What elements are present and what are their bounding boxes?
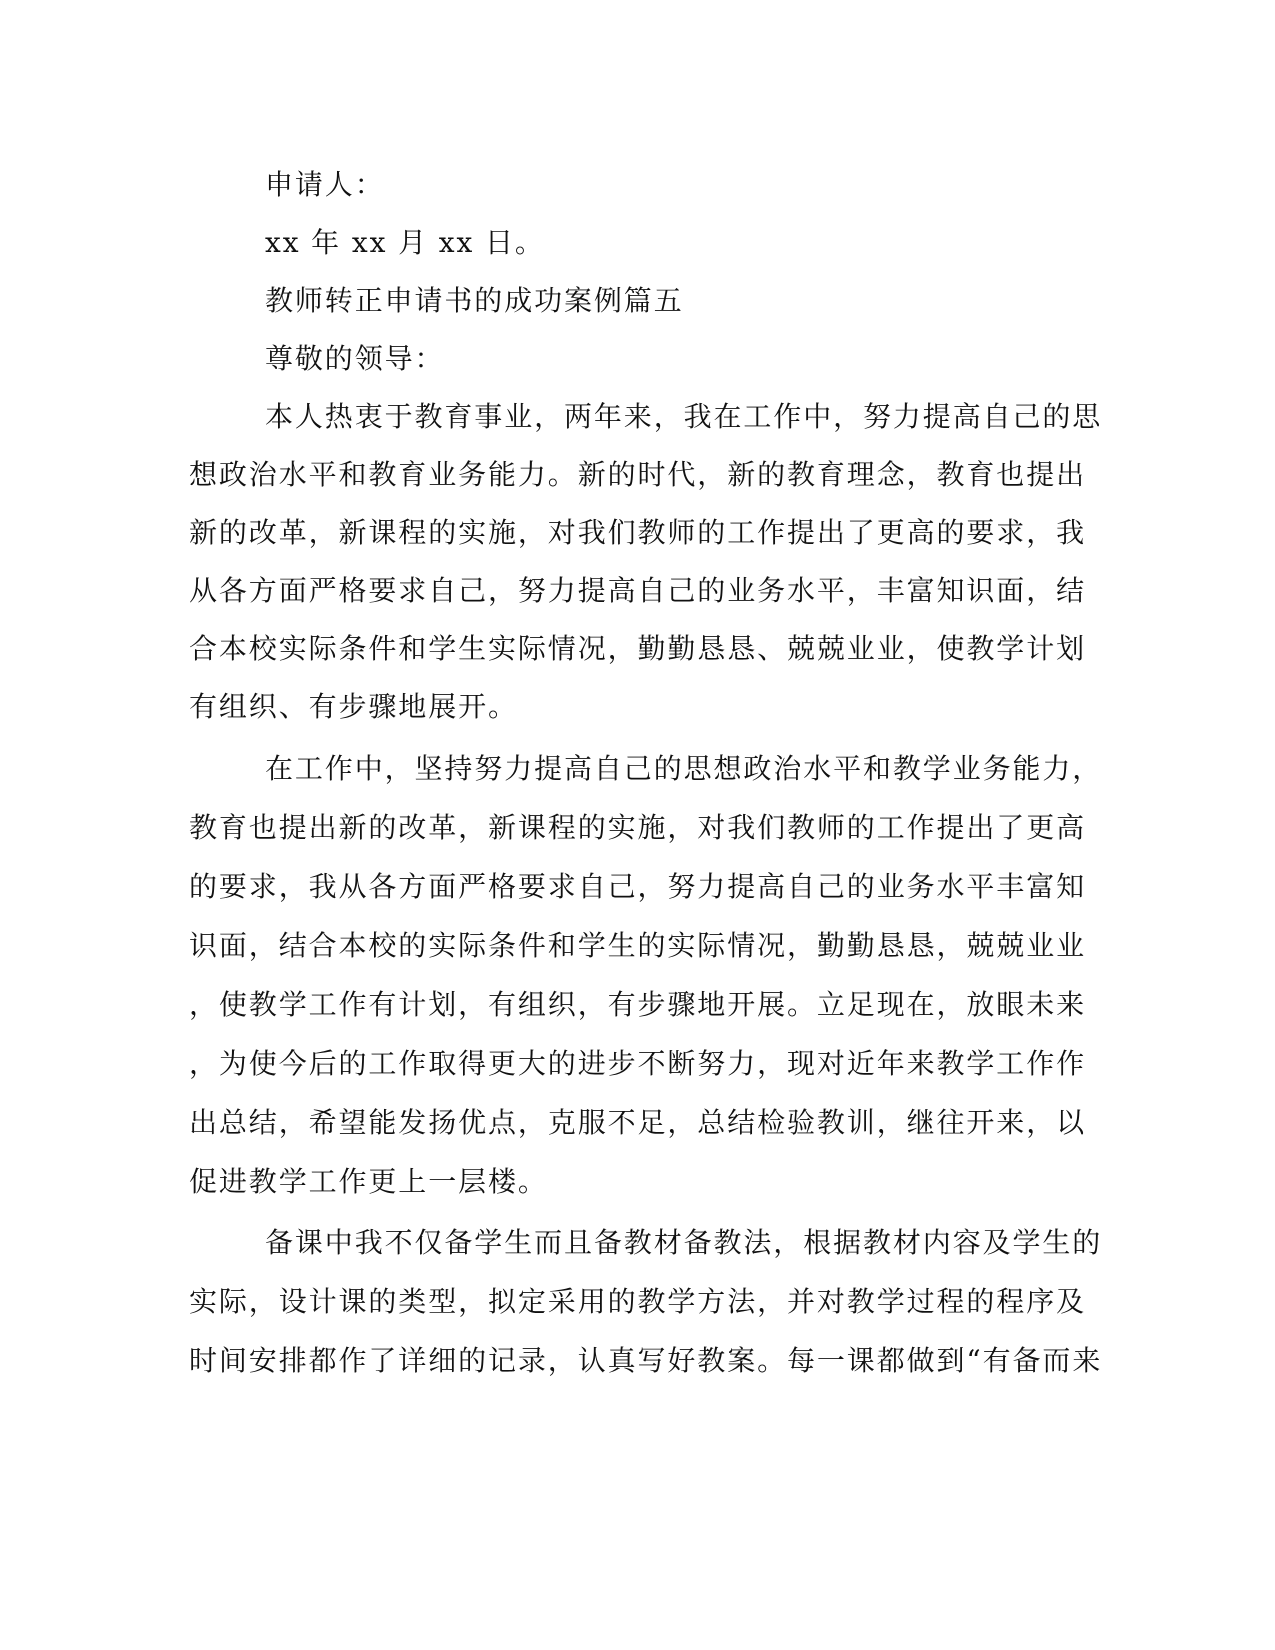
salutation: 尊敬的领导：: [265, 342, 445, 375]
paragraph-line: 新的改革，新课程的实施，对我们教师的工作提出了更高的要求，我: [189, 516, 1087, 549]
paragraph-line: 的要求，我从各方面严格要求自己，努力提高自己的业务水平丰富知: [189, 870, 1087, 903]
paragraph-line: 有组织、有步骤地展开。: [189, 690, 518, 723]
paragraph-line: 识面，结合本校的实际条件和学生的实际情况，勤勤恳恳，兢兢业业: [189, 929, 1087, 962]
paragraph-line: 教育也提出新的改革，新课程的实施，对我们教师的工作提出了更高: [189, 811, 1087, 844]
date-line: xx 年 xx 月 xx 日。: [265, 226, 545, 259]
paragraph-line: 出总结，希望能发扬优点，克服不足，总结检验教训，继往开来，以: [189, 1106, 1087, 1139]
paragraph-line: ，为使今后的工作取得更大的进步不断努力，现对近年来教学工作作: [189, 1047, 1087, 1080]
paragraph-line: 促进教学工作更上一层楼。: [189, 1165, 548, 1198]
paragraph-line: 实际，设计课的类型，拟定采用的教学方法，并对教学过程的程序及: [189, 1285, 1087, 1318]
paragraph-line: 合本校实际条件和学生实际情况，勤勤恳恳、兢兢业业，使教学计划: [189, 632, 1087, 665]
paragraph-line: 时间安排都作了详细的记录，认真写好教案。每一课都做到“有备而来: [189, 1344, 1103, 1377]
paragraph-line: ，使教学工作有计划，有组织，有步骤地开展。立足现在，放眼未来: [189, 988, 1087, 1021]
paragraph-line: 从各方面严格要求自己，努力提高自己的业务水平，丰富知识面，结: [189, 574, 1087, 607]
paragraph-line: 在工作中，坚持努力提高自己的思想政治水平和教学业务能力，: [265, 752, 1103, 785]
paragraph-line: 本人热衷于教育事业，两年来，我在工作中，努力提高自己的思: [265, 400, 1103, 433]
applicant-label: 申请人：: [265, 168, 385, 201]
section-title: 教师转正申请书的成功案例篇五: [265, 284, 684, 317]
paragraph-line: 想政治水平和教育业务能力。新的时代，新的教育理念，教育也提出: [189, 458, 1087, 491]
paragraph-line: 备课中我不仅备学生而且备教材备教法，根据教材内容及学生的: [265, 1226, 1103, 1259]
